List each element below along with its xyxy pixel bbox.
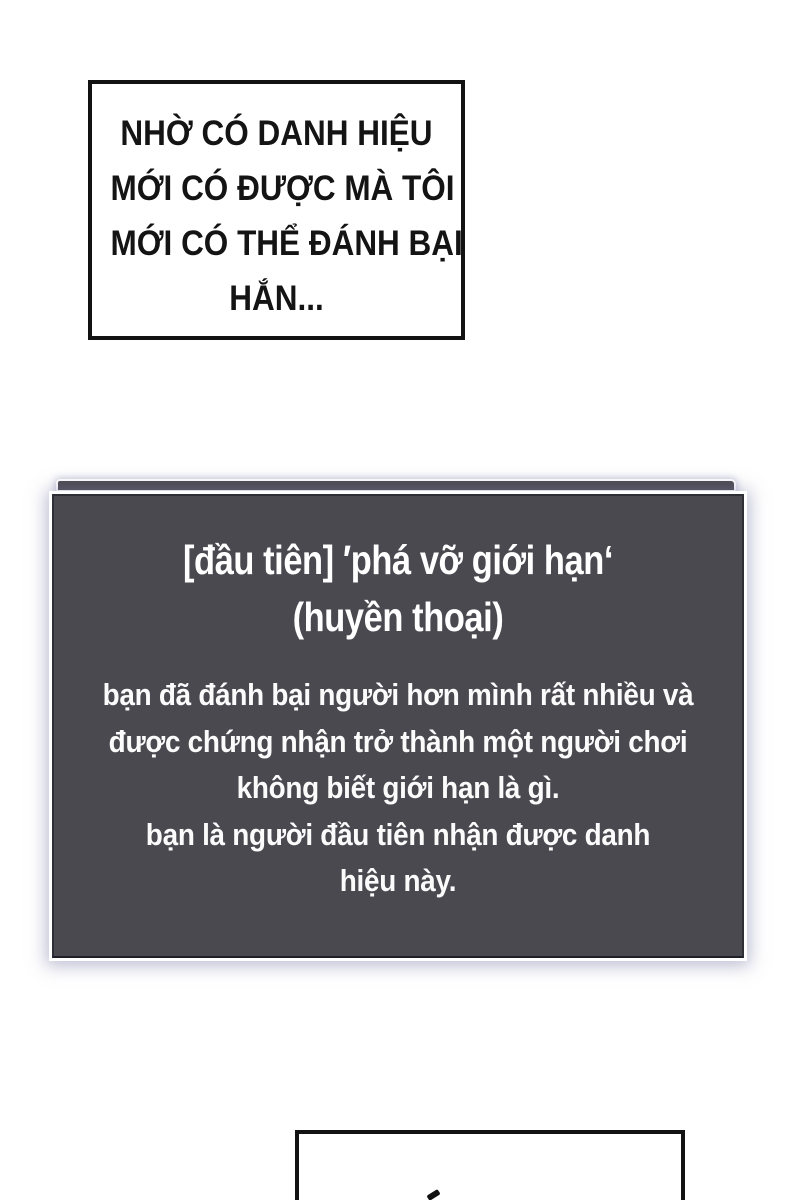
body-line-3: không biết giới hạn là gì.	[236, 770, 560, 805]
speech-text	[92, 106, 461, 326]
speech-line-3: MỚI CÓ THỂ ĐÁNH BẠI	[110, 224, 463, 263]
speech-bubble-bottom-partial	[295, 1130, 685, 1200]
body-line-2: được chứng nhận trở thành một người chơi	[108, 723, 688, 759]
speech-line-2: MỚI CÓ ĐƯỢC MÀ TÔI	[110, 169, 455, 208]
speech-bubble-top	[88, 80, 465, 340]
system-window-title	[54, 532, 742, 646]
body-line-4: bạn là người đầu tiên nhận được danh	[145, 816, 651, 852]
body-line-5: hiệu này.	[339, 863, 457, 898]
title-rarity-line: (huyền thoại)	[292, 594, 504, 640]
title-name-line: [đầu tiên] ′phá vỡ giới hạn‘	[182, 537, 614, 583]
system-notification-window	[52, 494, 744, 958]
system-window-body	[54, 672, 742, 905]
body-line-1: bạn đã đánh bại người hơn mình rất nhiều và	[102, 677, 694, 712]
speech-line-4: HẮN...	[229, 279, 324, 318]
speech-line-1: NHỜ CÓ DANH HIỆU	[120, 114, 433, 153]
cutoff-text-accent-mark	[426, 1189, 440, 1200]
system-window-top-strip	[58, 481, 734, 490]
